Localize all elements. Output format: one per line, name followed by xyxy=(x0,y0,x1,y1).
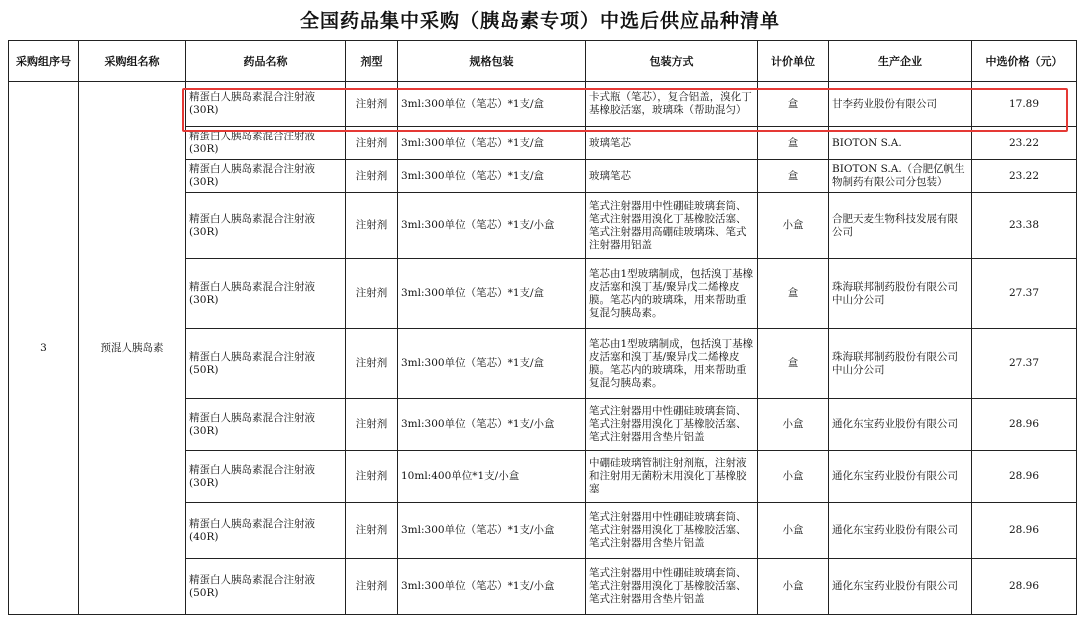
unit-cell: 小盒 xyxy=(758,503,829,559)
drug-name-cell: 精蛋白人胰岛素混合注射液(50R) xyxy=(186,329,346,399)
manufacturer-cell: 通化东宝药业股份有限公司 xyxy=(829,559,972,615)
table-row xyxy=(9,82,1077,127)
group-number-cell: 3 xyxy=(9,82,79,615)
unit-cell: 盒 xyxy=(758,160,829,193)
page-title: 全国药品集中采购（胰岛素专项）中选后供应品种清单 xyxy=(299,10,780,32)
packaging-cell: 笔式注射器用中性硼硅玻璃套筒、笔式注射器用溴化丁基橡胶活塞、笔式注射器用含垫片铝盖 xyxy=(586,559,758,615)
manufacturer-cell: 通化东宝药业股份有限公司 xyxy=(829,503,972,559)
spec-cell: 3ml:300单位（笔芯）*1支/小盒 xyxy=(398,193,586,259)
spec-cell: 3ml:300单位（笔芯）*1支/盒 xyxy=(398,82,586,127)
supply-table xyxy=(8,40,1077,615)
form-cell: 注射剂 xyxy=(346,329,398,399)
price-cell: 17.89 xyxy=(972,82,1077,127)
price-cell: 23.22 xyxy=(972,160,1077,193)
price-cell: 27.37 xyxy=(972,259,1077,329)
form-cell: 注射剂 xyxy=(346,503,398,559)
spec-cell: 3ml:300单位（笔芯）*1支/盒 xyxy=(398,160,586,193)
header-spec: 规格包装 xyxy=(398,41,586,82)
spec-cell: 3ml:300单位（笔芯）*1支/小盒 xyxy=(398,503,586,559)
form-cell: 注射剂 xyxy=(346,559,398,615)
form-cell: 注射剂 xyxy=(346,127,398,160)
form-cell: 注射剂 xyxy=(346,451,398,503)
header-packaging: 包装方式 xyxy=(586,41,758,82)
manufacturer-cell: 珠海联邦制药股份有限公司中山分公司 xyxy=(829,259,972,329)
unit-cell: 小盒 xyxy=(758,451,829,503)
packaging-cell: 中硼硅玻璃管制注射剂瓶，注射液和注射用无菌粉末用溴化丁基橡胶塞 xyxy=(586,451,758,503)
price-cell: 27.37 xyxy=(972,329,1077,399)
unit-cell: 小盒 xyxy=(758,193,829,259)
packaging-cell: 玻璃笔芯 xyxy=(586,127,758,160)
form-cell: 注射剂 xyxy=(346,82,398,127)
packaging-cell: 笔式注射器用中性硼硅玻璃套筒、笔式注射器用溴化丁基橡胶活塞、笔式注射器用高硼硅玻璃珠、笔式注射器用铝盖 xyxy=(586,193,758,259)
unit-cell: 小盒 xyxy=(758,559,829,615)
drug-name-cell: 精蛋白人胰岛素混合注射液(30R) xyxy=(186,259,346,329)
manufacturer-cell: 合肥天麦生物科技发展有限公司 xyxy=(829,193,972,259)
drug-name-cell: 精蛋白人胰岛素混合注射液(30R) xyxy=(186,82,346,127)
unit-cell: 盒 xyxy=(758,259,829,329)
header-form: 剂型 xyxy=(346,41,398,82)
form-cell: 注射剂 xyxy=(346,193,398,259)
spec-cell: 3ml:300单位（笔芯）*1支/小盒 xyxy=(398,559,586,615)
price-cell: 28.96 xyxy=(972,399,1077,451)
header-unit: 计价单位 xyxy=(758,41,829,82)
price-cell: 28.96 xyxy=(972,451,1077,503)
packaging-cell: 笔芯由1型玻璃制成，包括溴丁基橡皮活塞和溴丁基/聚异戊二烯橡皮膜。笔芯内的玻璃珠，用来帮助重复混匀胰岛素。 xyxy=(586,329,758,399)
price-cell: 28.96 xyxy=(972,559,1077,615)
packaging-cell: 玻璃笔芯 xyxy=(586,160,758,193)
header-price: 中选价格（元） xyxy=(972,41,1077,82)
price-cell: 23.22 xyxy=(972,127,1077,160)
unit-cell: 小盒 xyxy=(758,399,829,451)
spec-cell: 3ml:300单位（笔芯）*1支/小盒 xyxy=(398,399,586,451)
form-cell: 注射剂 xyxy=(346,399,398,451)
manufacturer-cell: 通化东宝药业股份有限公司 xyxy=(829,399,972,451)
form-cell: 注射剂 xyxy=(346,160,398,193)
packaging-cell: 笔式注射器用中性硼硅玻璃套筒、笔式注射器用溴化丁基橡胶活塞、笔式注射器用含垫片铝盖 xyxy=(586,503,758,559)
manufacturer-cell: 甘李药业股份有限公司 xyxy=(829,82,972,127)
spec-cell: 3ml:300单位（笔芯）*1支/盒 xyxy=(398,127,586,160)
drug-name-cell: 精蛋白人胰岛素混合注射液(40R) xyxy=(186,503,346,559)
header-row xyxy=(9,41,1077,82)
unit-cell: 盒 xyxy=(758,82,829,127)
unit-cell: 盒 xyxy=(758,127,829,160)
header-group-name: 采购组名称 xyxy=(79,41,186,82)
packaging-cell: 笔芯由1型玻璃制成，包括溴丁基橡皮活塞和溴丁基/聚异戊二烯橡皮膜。笔芯内的玻璃珠，用来帮助重复混匀胰岛素。 xyxy=(586,259,758,329)
price-cell: 23.38 xyxy=(972,193,1077,259)
packaging-cell: 笔式注射器用中性硼硅玻璃套筒、笔式注射器用溴化丁基橡胶活塞、笔式注射器用含垫片铝盖 xyxy=(586,399,758,451)
spec-cell: 10ml:400单位*1支/小盒 xyxy=(398,451,586,503)
drug-name-cell: 精蛋白人胰岛素混合注射液(30R) xyxy=(186,193,346,259)
packaging-cell: 卡式瓶（笔芯），复合铝盖，溴化丁基橡胶活塞，玻璃珠（帮助混匀） xyxy=(586,82,758,127)
drug-name-cell: 精蛋白人胰岛素混合注射液(30R) xyxy=(186,127,346,160)
price-cell: 28.96 xyxy=(972,503,1077,559)
manufacturer-cell: 珠海联邦制药股份有限公司中山分公司 xyxy=(829,329,972,399)
drug-name-cell: 精蛋白人胰岛素混合注射液(30R) xyxy=(186,451,346,503)
header-manufacturer: 生产企业 xyxy=(829,41,972,82)
drug-name-cell: 精蛋白人胰岛素混合注射液(50R) xyxy=(186,559,346,615)
header-drug-name: 药品名称 xyxy=(186,41,346,82)
form-cell: 注射剂 xyxy=(346,259,398,329)
header-group-no: 采购组序号 xyxy=(9,41,79,82)
manufacturer-cell: BIOTON S.A. xyxy=(829,127,972,160)
manufacturer-cell: BIOTON S.A.（合肥亿帆生物制药有限公司分包装） xyxy=(829,160,972,193)
spec-cell: 3ml:300单位（笔芯）*1支/盒 xyxy=(398,329,586,399)
unit-cell: 盒 xyxy=(758,329,829,399)
manufacturer-cell: 通化东宝药业股份有限公司 xyxy=(829,451,972,503)
drug-name-cell: 精蛋白人胰岛素混合注射液(30R) xyxy=(186,160,346,193)
group-name-cell: 预混人胰岛素 xyxy=(79,82,186,615)
spec-cell: 3ml:300单位（笔芯）*1支/盒 xyxy=(398,259,586,329)
drug-name-cell: 精蛋白人胰岛素混合注射液(30R) xyxy=(186,399,346,451)
